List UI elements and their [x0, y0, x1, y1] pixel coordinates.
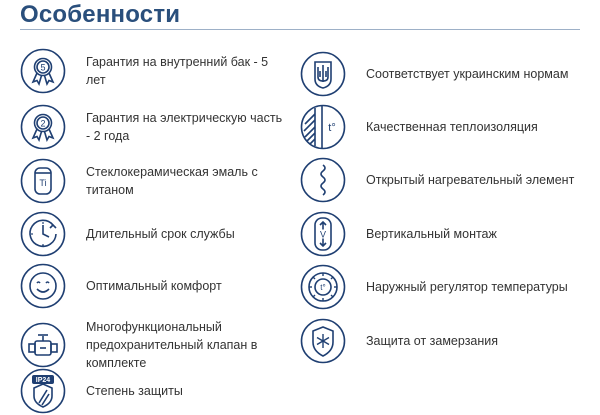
award-2-icon	[20, 104, 66, 150]
award-5-icon	[20, 48, 66, 94]
svg-text:5: 5	[40, 62, 46, 73]
insulation-badge: t°	[328, 122, 336, 134]
clock-icon	[20, 211, 66, 257]
feature-safety-valve	[20, 318, 286, 372]
ip24-badge: IP24	[35, 377, 51, 385]
feature-label: Степень защиты	[86, 384, 183, 398]
feature-label: Длительный срок службы	[86, 227, 235, 241]
thermostat-badge: t°	[320, 283, 326, 292]
feature-warranty-electric	[20, 104, 286, 150]
title-divider	[20, 29, 580, 30]
feature-label: Гарантия на электрическую часть - 2 года	[86, 111, 283, 143]
feature-frost-protection	[300, 318, 596, 364]
feature-label: Стеклокерамическая эмаль с титаном	[86, 165, 258, 197]
feature-label: Соответствует украинским нормам	[366, 67, 569, 81]
feature-label: Наружный регулятор температуры	[366, 280, 568, 294]
feature-enamel	[20, 158, 286, 204]
trident-icon	[300, 51, 346, 97]
feature-label: Открытый нагревательный элемент	[366, 173, 575, 187]
vertical-mount-icon	[300, 211, 346, 257]
feature-label: Вертикальный монтаж	[366, 227, 497, 241]
feature-label: Гарантия на внутренний бак - 5 лет	[86, 55, 269, 87]
feature-comfort	[20, 263, 286, 309]
feature-insulation	[300, 104, 596, 150]
frost-shield-icon	[300, 318, 346, 364]
feature-vertical-mount	[300, 211, 596, 257]
feature-label: Защита от замерзания	[366, 334, 499, 348]
feature-label: Многофункциональный предохранительный клапан в комплекте	[86, 320, 258, 370]
feature-label: Оптимальный комфорт	[86, 279, 222, 293]
feature-protection	[20, 368, 286, 414]
ip24-shield-icon	[20, 368, 66, 414]
svg-text:Ti: Ti	[39, 178, 47, 188]
feature-heating-element	[300, 157, 596, 203]
heating-element-icon	[300, 157, 346, 203]
insulation-icon	[300, 104, 346, 150]
feature-label: Качественная теплоизоляция	[366, 120, 538, 134]
thermostat-icon	[300, 264, 346, 310]
feature-lifetime	[20, 211, 286, 257]
svg-text:2: 2	[40, 118, 46, 129]
titanium-tank-icon	[20, 158, 66, 204]
page-title: Особенности	[20, 1, 181, 28]
valve-icon	[20, 322, 66, 368]
feature-ukrainian-norms	[300, 51, 596, 97]
smile-icon	[20, 263, 66, 309]
vertical-badge: V	[319, 229, 327, 240]
feature-thermostat	[300, 264, 596, 310]
feature-warranty-tank	[20, 48, 286, 94]
